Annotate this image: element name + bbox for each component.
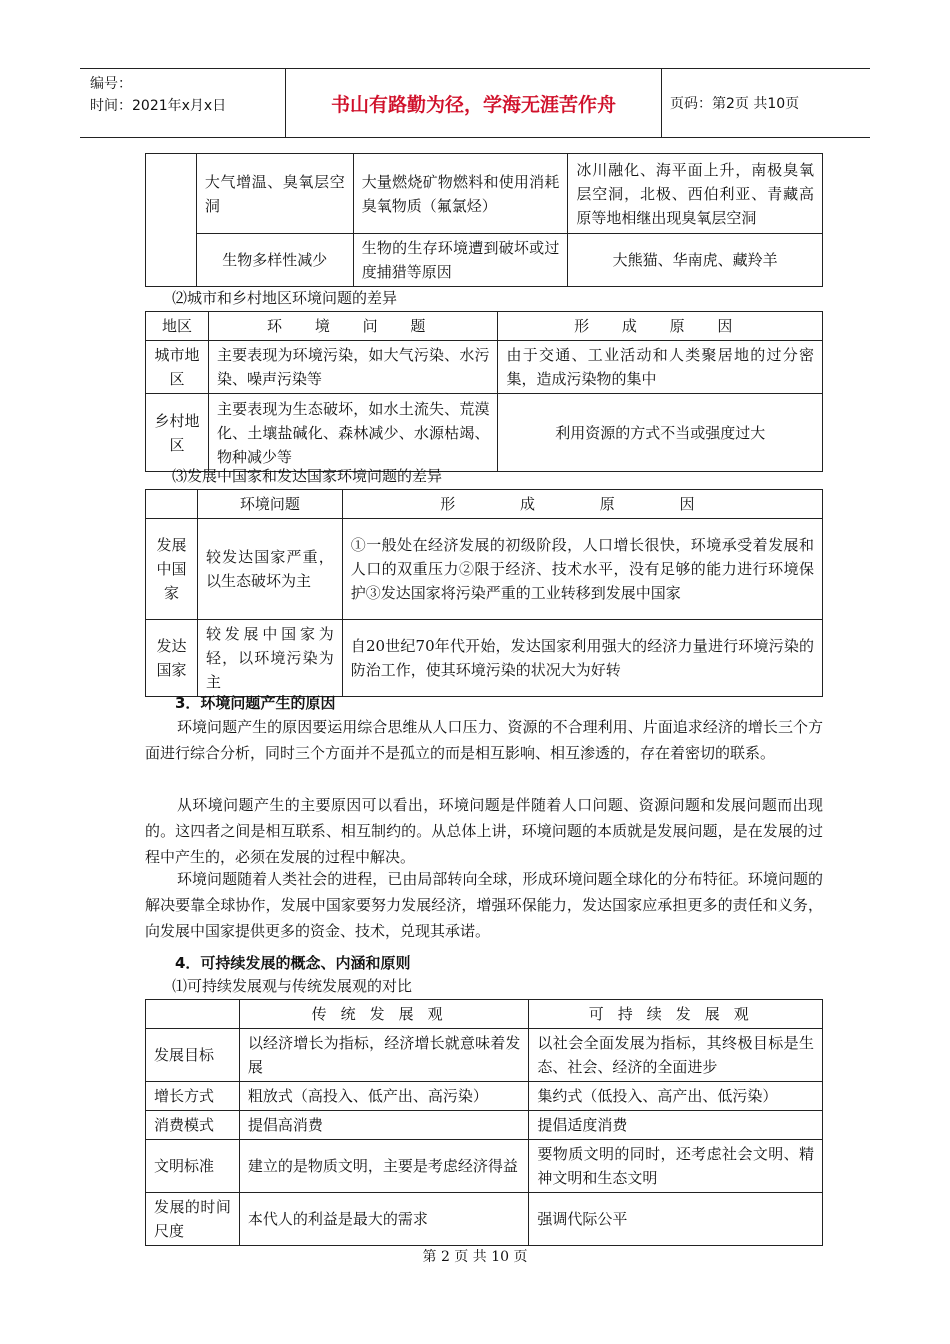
table-urban-rural [145,311,823,472]
table-caption: ⑵城市和乡村地区环境问题的差异 [172,289,398,307]
table-cell: 以经济增长为指标，经济增长就意味着发展 [239,1029,529,1082]
header-motto: 书山有路勤为径，学海无涯苦作舟 [285,69,662,137]
table-cell: 集约式（低投入、高产出、低污染） [529,1082,823,1111]
table-cell: ①一般处在经济发展的初级阶段，人口增长很快，环境承受着发展和人口的双重压力②限于经济、技术水平，没有足够的能力进行环境保护③发达国家将污染严重的工业转移到发展中国家 [342,519,822,620]
header-meta [90,73,226,117]
paragraph: 环境问题产生的原因要运用综合思维从人口压力、资源的不合理利用、片面追求经济的增长三个方面进行综合分析，同时三个方面并不是孤立的而是相互影响、相互渗透的，存在着密切的联系。 [145,718,823,762]
page-footer: 第 2 页 共 10 页 [422,1249,528,1265]
table-cell: 生物多样性减少 [196,234,353,287]
document-number-label: 编号： [90,76,132,92]
column-header: 可持续发展观 [529,1000,823,1029]
table-cell: 发达国家 [146,620,198,697]
table-row [146,154,823,234]
table-cell: 发展中国家 [146,519,198,620]
table-cell: 文明标准 [146,1140,240,1193]
table-cell: 冰川融化、海平面上升，南极臭氧层空洞，北极、西伯利亚、青藏高原等地相继出现臭氧层空洞 [568,154,823,234]
table-row [146,1111,823,1140]
table-cell: 本代人的利益是最大的需求 [239,1193,529,1246]
column-header: 传统发展观 [239,1000,529,1029]
table-cell: 要物质文明的同时，还考虑社会文明、精神文明和生态文明 [529,1140,823,1193]
column-header: 环 境 问 题 [208,312,498,341]
column-header: 环境问题 [197,490,342,519]
document-time-label: 时间：2021年x月x日 [90,98,227,114]
table-cell: 生物的生存环境遭到破坏或过度捕猎等原因 [353,234,568,287]
table-cell: 大量燃烧矿物燃料和使用消耗臭氧物质（氟氯烃） [353,154,568,234]
table-cell: 主要表现为生态破坏，如水土流失、荒漠化、土壤盐碱化、森林减少、水源枯竭、物种减少等 [208,394,498,472]
table-cell: 发展的时间尺度 [146,1193,240,1246]
column-header: 形 成 原 因 [498,312,823,341]
table-cell: 利用资源的方式不当或强度过大 [498,394,823,472]
table-header-row [146,1000,823,1029]
table-cell: 粗放式（高投入、低产出、高污染） [239,1082,529,1111]
table-cell: 城市地区 [146,341,209,394]
table-cell: 大熊猫、华南虎、藏羚羊 [568,234,823,287]
column-header: 地区 [146,312,209,341]
table-row [146,1140,823,1193]
table-caption: ⑶发展中国家和发达国家环境问题的差异 [172,467,443,485]
table-row [146,234,823,287]
column-header: 形 成 原 因 [342,490,822,519]
table-cell: 较发达国家严重，以生态破坏为主 [197,519,342,620]
table-cell: 大气增温、臭氧层空洞 [196,154,353,234]
section-heading: 3．环境问题产生的原因 [175,694,336,712]
paragraph: 从环境问题产生的主要原因可以看出，环境问题是伴随着人口问题、资源问题和发展问题而出现的。这四者之间是相互联系、相互制约的。从总体上讲，环境问题的本质就是发展问题，是在发展的过程中产生的，必须在发展的过程中解决。 [145,796,823,866]
table-cell: 消费模式 [146,1111,240,1140]
table-header-row [146,312,823,341]
paragraph: 环境问题随着人类社会的进程，已由局部转向全球，形成环境问题全球化的分布特征。环境问题的解决要靠全球协作，发展中国家要努力发展经济，增强环保能力，发达国家应承担更多的责任和义务，向发展中国家提供更多的资金、技术，兑现其承诺。 [145,870,823,940]
table-cell: 强调代际公平 [529,1193,823,1246]
table-row [146,519,823,620]
table-cell: 自20世纪70年代开始，发达国家利用强大的经济力量进行环境污染的防治工作，使其环境污染的状况大为好转 [342,620,822,697]
table-row [146,1082,823,1111]
table-development-views [145,999,823,1246]
table-row [146,620,823,697]
table-developing-developed [145,489,823,697]
table-row [146,1193,823,1246]
table-caption: ⑴可持续发展观与传统发展观的对比 [172,977,413,995]
table-cell: 建立的是物质文明，主要是考虑经济得益 [239,1140,529,1193]
section-heading: 4．可持续发展的概念、内涵和原则 [175,954,411,972]
table-cell: 发展目标 [146,1029,240,1082]
table-header-row [146,490,823,519]
table-global-issues-continued [145,153,823,287]
column-header [146,1000,240,1029]
table-cell [146,154,197,287]
table-cell: 乡村地区 [146,394,209,472]
column-header [146,490,198,519]
table-row [146,394,823,472]
table-cell: 主要表现为环境污染，如大气污染、水污染、噪声污染等 [208,341,498,394]
table-row [146,341,823,394]
table-cell: 提倡适度消费 [529,1111,823,1140]
table-cell: 由于交通、工业活动和人类聚居地的过分密集，造成污染物的集中 [498,341,823,394]
table-row [146,1029,823,1082]
table-cell: 以社会全面发展为指标，其终极目标是生态、社会、经济的全面进步 [529,1029,823,1082]
header-page-label: 页码：第2页 共10页 [670,96,800,112]
table-cell: 增长方式 [146,1082,240,1111]
table-cell: 提倡高消费 [239,1111,529,1140]
page-header [80,68,870,138]
table-cell: 较发展中国家为轻，以环境污染为主 [197,620,342,697]
